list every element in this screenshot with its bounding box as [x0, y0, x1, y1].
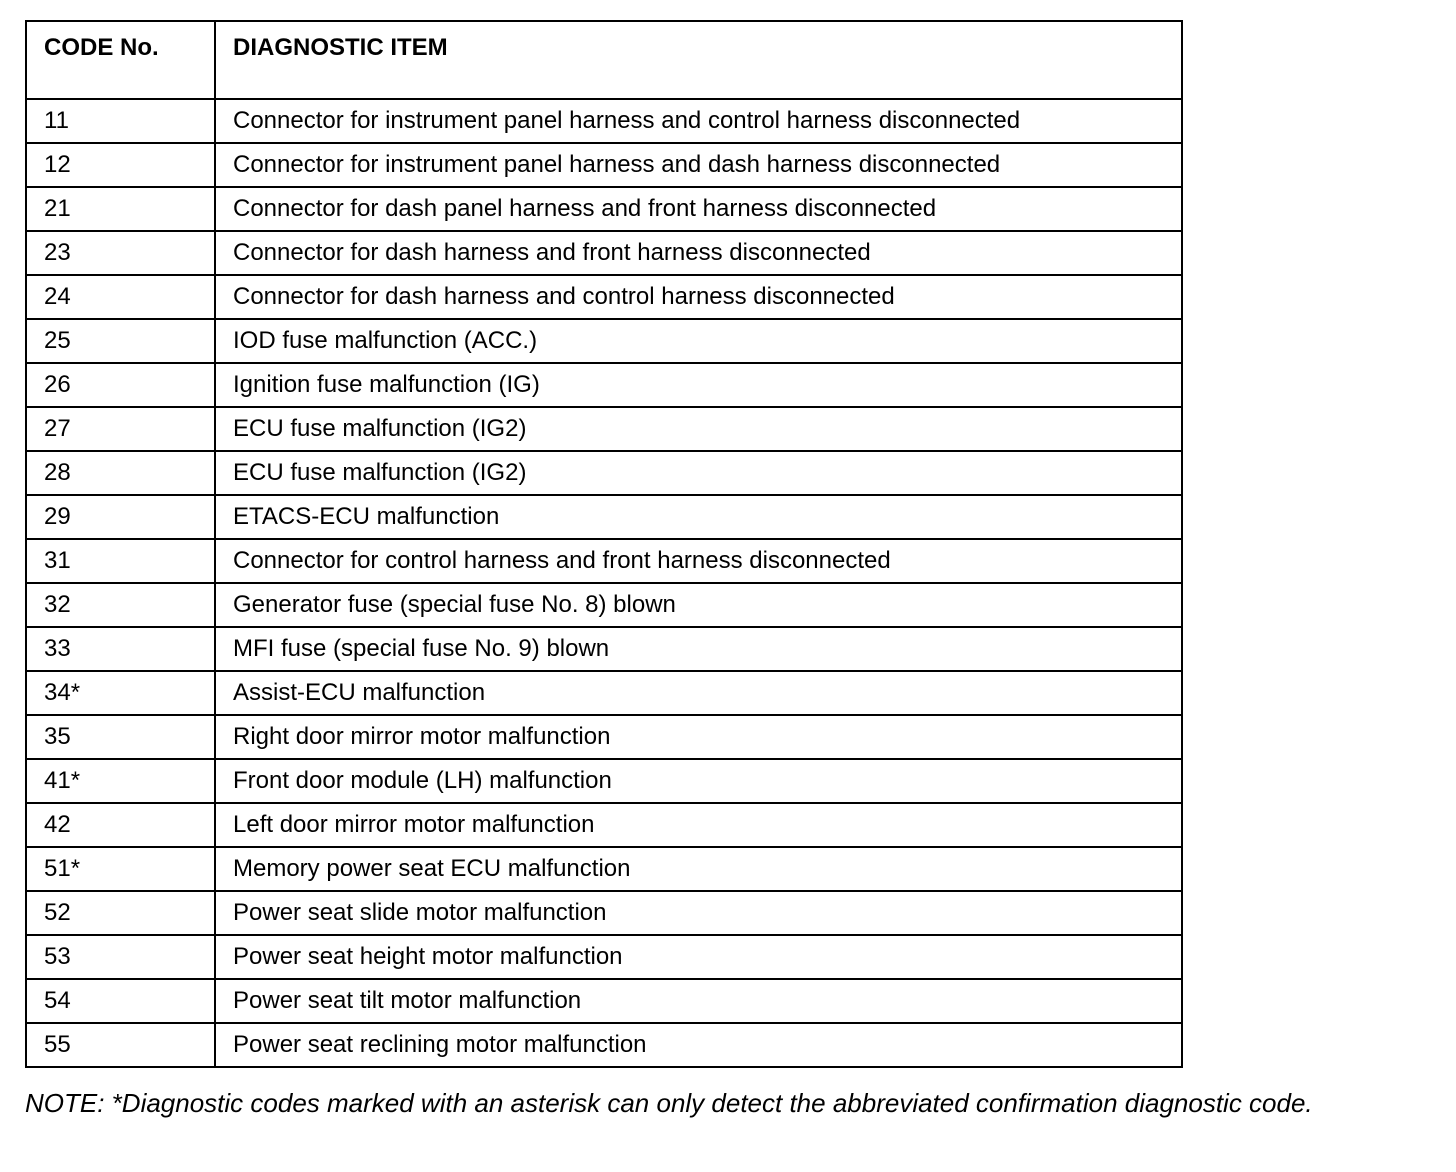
item-cell: IOD fuse malfunction (ACC.)	[215, 319, 1182, 363]
item-cell: Power seat reclining motor malfunction	[215, 1023, 1182, 1067]
item-cell: Connector for instrument panel harness and control harness disconnected	[215, 99, 1182, 143]
item-cell: Memory power seat ECU malfunction	[215, 847, 1182, 891]
table-row	[26, 891, 1182, 935]
item-cell: Generator fuse (special fuse No. 8) blown	[215, 583, 1182, 627]
table-row	[26, 759, 1182, 803]
item-cell: ECU fuse malfunction (IG2)	[215, 451, 1182, 495]
table-row	[26, 495, 1182, 539]
diagnostic-code-table	[25, 20, 1183, 1068]
code-cell: 11	[26, 99, 215, 143]
item-cell: ETACS-ECU malfunction	[215, 495, 1182, 539]
code-cell: 31	[26, 539, 215, 583]
code-cell: 42	[26, 803, 215, 847]
item-cell: Power seat height motor malfunction	[215, 935, 1182, 979]
table-header-row	[26, 21, 1182, 99]
code-cell: 55	[26, 1023, 215, 1067]
table-row	[26, 539, 1182, 583]
table-body	[26, 99, 1182, 1067]
code-cell: 26	[26, 363, 215, 407]
item-cell: Right door mirror motor malfunction	[215, 715, 1182, 759]
code-cell: 54	[26, 979, 215, 1023]
header-diagnostic-item: DIAGNOSTIC ITEM	[215, 21, 1182, 99]
table-row	[26, 803, 1182, 847]
table-row	[26, 671, 1182, 715]
table-row	[26, 715, 1182, 759]
table-row	[26, 363, 1182, 407]
item-cell: Connector for dash harness and control harness disconnected	[215, 275, 1182, 319]
code-cell: 33	[26, 627, 215, 671]
table-row	[26, 583, 1182, 627]
table-row	[26, 231, 1182, 275]
item-cell: Front door module (LH) malfunction	[215, 759, 1182, 803]
table-row	[26, 407, 1182, 451]
header-code-no: CODE No.	[26, 21, 215, 99]
table-row	[26, 143, 1182, 187]
item-cell: Ignition fuse malfunction (IG)	[215, 363, 1182, 407]
item-cell: ECU fuse malfunction (IG2)	[215, 407, 1182, 451]
code-cell: 32	[26, 583, 215, 627]
table-row	[26, 99, 1182, 143]
item-cell: Connector for instrument panel harness and dash harness disconnected	[215, 143, 1182, 187]
asterisk-footnote: NOTE: *Diagnostic codes marked with an asterisk can only detect the abbreviated confirmation diagnostic code.	[25, 1088, 1313, 1118]
code-cell: 41*	[26, 759, 215, 803]
table-row	[26, 935, 1182, 979]
code-cell: 29	[26, 495, 215, 539]
table-row	[26, 627, 1182, 671]
code-cell: 28	[26, 451, 215, 495]
code-cell: 51*	[26, 847, 215, 891]
item-cell: Left door mirror motor malfunction	[215, 803, 1182, 847]
code-cell: 23	[26, 231, 215, 275]
table-row	[26, 275, 1182, 319]
table-row	[26, 1023, 1182, 1067]
item-cell: Assist-ECU malfunction	[215, 671, 1182, 715]
item-cell: Power seat tilt motor malfunction	[215, 979, 1182, 1023]
table-row	[26, 319, 1182, 363]
item-cell: MFI fuse (special fuse No. 9) blown	[215, 627, 1182, 671]
table-row	[26, 847, 1182, 891]
table-row	[26, 979, 1182, 1023]
code-cell: 27	[26, 407, 215, 451]
table-row	[26, 187, 1182, 231]
item-cell: Connector for dash harness and front harness disconnected	[215, 231, 1182, 275]
code-cell: 53	[26, 935, 215, 979]
code-cell: 21	[26, 187, 215, 231]
table-row	[26, 451, 1182, 495]
code-cell: 25	[26, 319, 215, 363]
item-cell: Connector for control harness and front harness disconnected	[215, 539, 1182, 583]
code-cell: 52	[26, 891, 215, 935]
code-cell: 24	[26, 275, 215, 319]
code-cell: 34*	[26, 671, 215, 715]
item-cell: Power seat slide motor malfunction	[215, 891, 1182, 935]
code-cell: 35	[26, 715, 215, 759]
item-cell: Connector for dash panel harness and front harness disconnected	[215, 187, 1182, 231]
code-cell: 12	[26, 143, 215, 187]
